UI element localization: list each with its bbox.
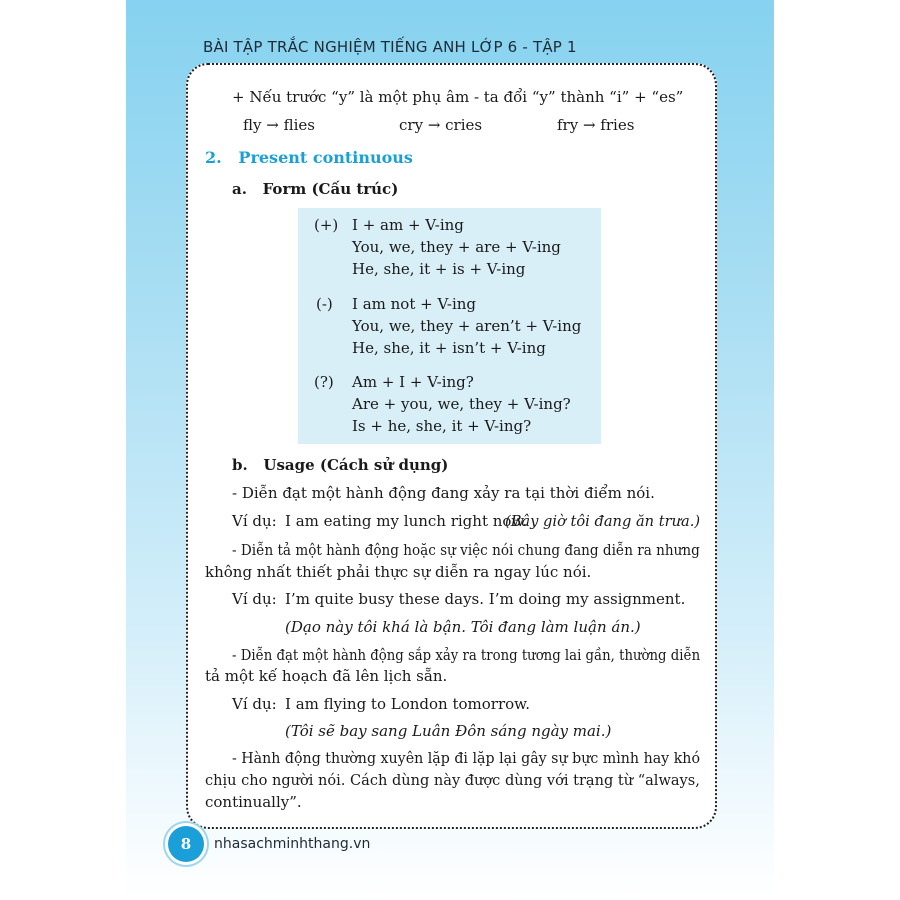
formula-line: I + am + V-ing <box>352 216 464 234</box>
formula-sign-positive: (+) <box>314 216 339 234</box>
rule-example-fly: fly → flies <box>243 116 315 134</box>
example-translation: (Tôi sẽ bay sang Luân Đôn sáng ngày mai.) <box>285 722 612 740</box>
section-heading: 2. Present continuous <box>205 148 413 167</box>
example-translation: (Dạo này tôi khá là bận. Tôi đang làm luận án.) <box>285 618 641 636</box>
formula-sign-negative: (-) <box>316 295 333 313</box>
rule-example-cry: cry → cries <box>399 116 483 134</box>
formula-line: You, we, they + aren’t + V-ing <box>352 317 582 335</box>
footer-website: nhasachminhthang.vn <box>214 836 371 852</box>
formula-line: Is + he, she, it + V-ing? <box>352 417 532 435</box>
usage-item-cont: chịu cho người nói. Cách dùng này được dùng với trạng từ “always, <box>205 771 700 789</box>
usage-subheading: b. Usage (Cách sử dụng) <box>232 456 449 474</box>
example-label: Ví dụ: <box>232 590 277 608</box>
rule-example-fry: fry → fries <box>557 116 635 134</box>
example-translation: (Bây giờ tôi đang ăn trưa.) <box>505 512 701 530</box>
formula-line: He, she, it + is + V-ing <box>352 260 526 278</box>
form-subheading: a. Form (Cấu trúc) <box>232 180 399 198</box>
formula-line: I am not + V-ing <box>352 295 477 313</box>
usage-item: - Diễn đạt một hành động đang xảy ra tại thời điểm nói. <box>232 484 655 502</box>
formula-line: He, she, it + isn’t + V-ing <box>352 339 546 357</box>
usage-item: - Hành động thường xuyên lặp đi lặp lại gây sự bực mình hay khó <box>232 749 700 767</box>
example-english: I am flying to London tomorrow. <box>285 695 530 713</box>
rule-line: + Nếu trước “y” là một phụ âm - ta đổi “y” thành “i” + “es” <box>232 88 684 106</box>
example-english: I am eating my lunch right now. <box>285 512 528 530</box>
formula-line: You, we, they + are + V-ing <box>352 238 561 256</box>
formula-line: Are + you, we, they + V-ing? <box>352 395 571 413</box>
page-header-title: BÀI TẬP TRẮC NGHIỆM TIẾNG ANH LỚP 6 - TẬP 1 <box>203 38 577 56</box>
example-label: Ví dụ: <box>232 512 277 530</box>
usage-item: - Diễn đạt một hành động sắp xảy ra trong tương lai gần, thường diễn <box>232 646 701 664</box>
usage-item-cont: tả một kế hoạch đã lên lịch sẵn. <box>205 667 448 685</box>
usage-item: - Diễn tả một hành động hoặc sự việc nói chung đang diễn ra nhưng <box>232 541 700 559</box>
usage-item-cont: không nhất thiết phải thực sự diễn ra ngay lúc nói. <box>205 563 592 581</box>
example-label: Ví dụ: <box>232 695 277 713</box>
formula-line: Am + I + V-ing? <box>352 373 474 391</box>
page-number-badge: 8 <box>168 826 204 862</box>
content-card <box>186 63 717 829</box>
usage-item-cont: continually”. <box>205 793 302 811</box>
example-english: I’m quite busy these days. I’m doing my assignment. <box>285 590 686 608</box>
formula-sign-question: (?) <box>314 373 334 391</box>
